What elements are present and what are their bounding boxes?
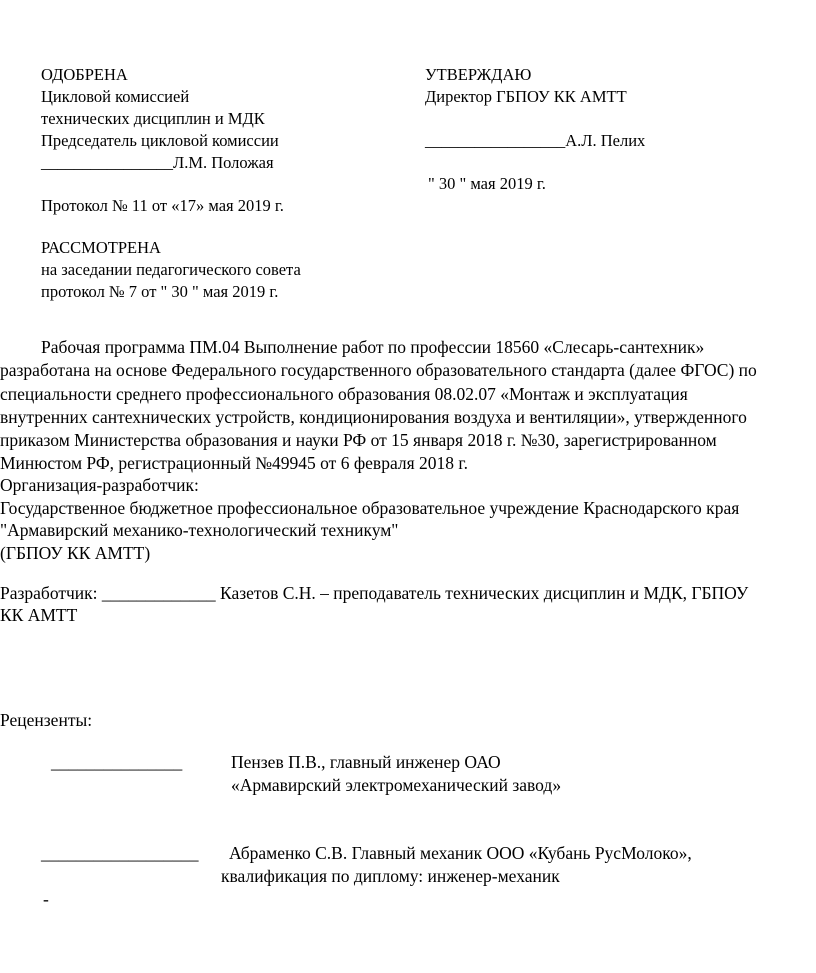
reviewer-signature-line: _______________	[51, 752, 183, 772]
reviewers-label: Рецензенты:	[0, 710, 93, 730]
disciplines-line: технических дисциплин и МДК	[41, 109, 265, 128]
approval-date: " 30 " мая 2019 г.	[428, 174, 546, 193]
director-line: Директор ГБПОУ КК АМТТ	[425, 87, 627, 106]
developer-line: Разработчик: _____________ Казетов С.Н. – преподаватель технических дисциплин и МДК, ГБПОУ	[0, 583, 749, 603]
reviewer-line: «Армавирский электромеханический завод»	[231, 775, 562, 795]
paragraph-line: Рабочая программа ПМ.04 Выполнение работ по профессии 18560 «Слесарь-сантехник»	[41, 337, 705, 357]
chairman-signature: ________________Л.М. Положая	[41, 153, 274, 172]
reviewer-line: Абраменко С.В. Главный механик ООО «Кубань РусМолоко»,	[229, 843, 692, 863]
paragraph-line: Минюстом РФ, регистрационный №49945 от 6 февраля 2018 г.	[0, 453, 468, 473]
developer-line: КК АМТТ	[0, 605, 78, 625]
chairman-line: Председатель цикловой комиссии	[41, 131, 279, 150]
council-protocol-line: протокол № 7 от " 30 " мая 2019 г.	[41, 282, 279, 301]
director-signature: _________________А.Л. Пелих	[425, 131, 646, 150]
dash: -	[43, 889, 49, 909]
organization-label: Организация-разработчик:	[0, 475, 199, 495]
council-line: на заседании педагогического совета	[41, 260, 301, 279]
paragraph-line: разработана на основе Федерального государственного образовательного стандарта (далее ФГОС) по	[0, 360, 757, 380]
approved-label: ОДОБРЕНА	[41, 65, 128, 84]
organization-line: Государственное бюджетное профессиональное образовательное учреждение Краснодарского края	[0, 498, 740, 518]
organization-line: "Армавирский механико-технологический техникум"	[0, 520, 399, 540]
reviewer-signature-line: __________________	[41, 843, 199, 863]
paragraph-line: внутренних сантехнических устройств, кондиционирования воздуха и вентиляции», утвержденного	[0, 407, 747, 427]
committee-line: Цикловой комиссией	[41, 87, 190, 106]
reviewer-line: квалификация по диплому: инженер-механик	[221, 866, 560, 886]
approve-label: УТВЕРЖДАЮ	[425, 65, 532, 84]
paragraph-line: приказом Министерства образования и науки РФ от 15 января 2018 г. №30, зарегистрированном	[0, 430, 717, 450]
protocol-line: Протокол № 11 от «17» мая 2019 г.	[41, 196, 284, 215]
paragraph-line: специальности среднего профессионального образования 08.02.07 «Монтаж и эксплуатация	[0, 384, 688, 404]
reviewer-line: Пензев П.В., главный инженер ОАО	[231, 752, 501, 772]
organization-line: (ГБПОУ КК АМТТ)	[0, 543, 151, 563]
reviewed-label: РАССМОТРЕНА	[41, 238, 161, 257]
